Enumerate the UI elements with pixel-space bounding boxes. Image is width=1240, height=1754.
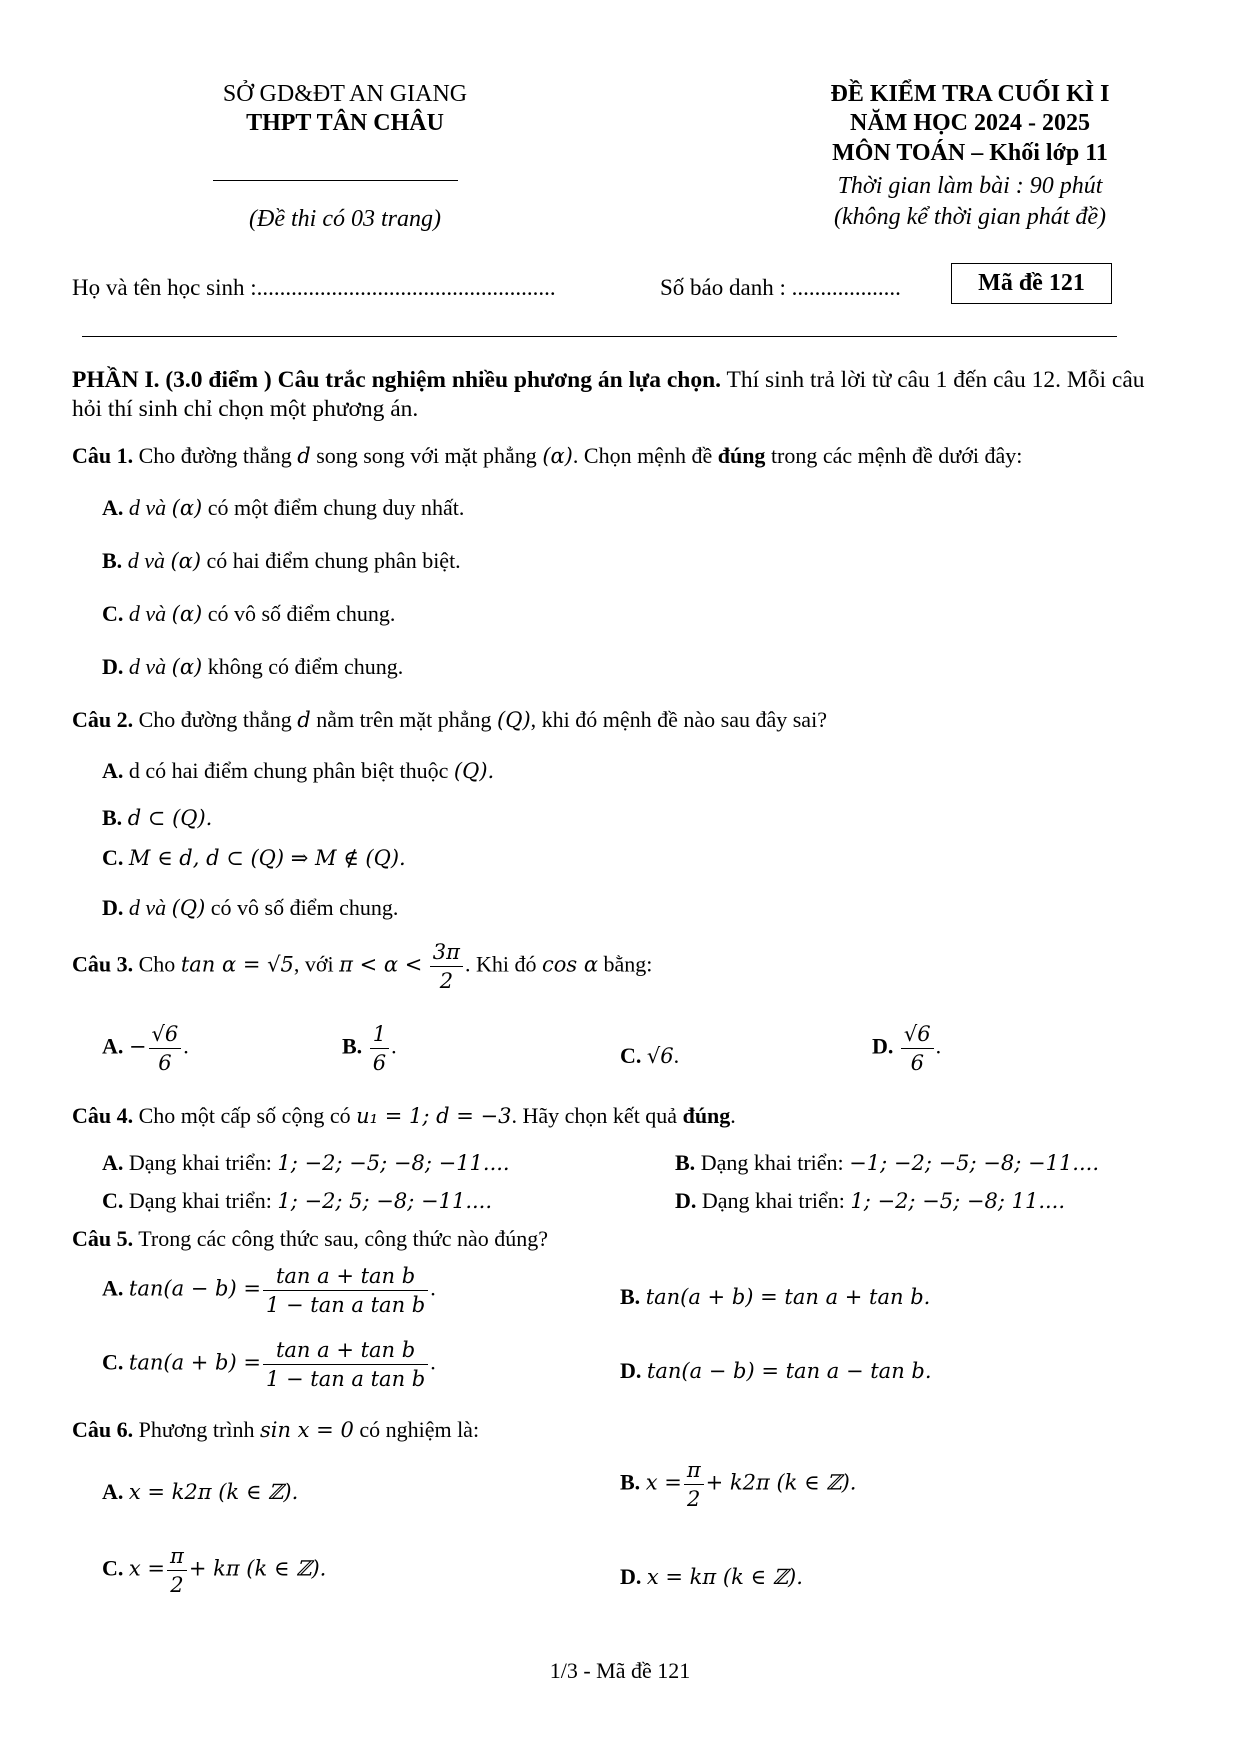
- option-plane: (α): [171, 655, 203, 679]
- option-text: Dạng khai triển:: [128, 1150, 272, 1175]
- option-key: D.: [675, 1188, 697, 1213]
- numerator: tan a + tan b: [263, 1336, 428, 1365]
- q5-text: Trong các công thức sau, công thức nào đúng?: [138, 1226, 549, 1251]
- q2-text-b: nằm trên mặt phẳng: [316, 707, 492, 732]
- q4-option-c: [102, 1186, 492, 1216]
- option-plane: (Q): [171, 896, 206, 920]
- option-math: 1; −2; −5; −8; 11....: [850, 1189, 1066, 1213]
- fraction: [167, 1542, 187, 1599]
- option-math: tan(a − b) = tan a − tan b.: [646, 1359, 932, 1383]
- q3-option-b: B. $\frac{1}{6}$ .: [342, 1022, 397, 1075]
- option-plane: (α): [171, 602, 203, 626]
- question-label: Câu 3.: [72, 951, 134, 977]
- denominator: 1 − tan a tan b: [265, 1367, 426, 1391]
- option-pre: d và: [127, 548, 165, 573]
- question-5: [72, 1224, 548, 1253]
- page-footer: 1/3 - Mã đề 121: [549, 1658, 691, 1683]
- option-math: tan(a + b) = tan a + tan b.: [645, 1285, 931, 1309]
- option-plane: (α): [171, 496, 203, 520]
- numerator: 1: [370, 1020, 389, 1049]
- header-divider-full: [82, 336, 1117, 337]
- q3-option-c: C. √6.: [620, 1043, 680, 1068]
- option-key: C.: [102, 1188, 124, 1213]
- option-key: C.: [102, 601, 124, 626]
- fraction: [901, 1020, 934, 1077]
- option-key: A.: [102, 1150, 124, 1175]
- fraction: [684, 1456, 704, 1513]
- option-key: B.: [102, 805, 123, 830]
- option-post: + k2π (k ∈ ℤ).: [705, 1470, 857, 1495]
- q5-option-d: [620, 1356, 932, 1386]
- option-math: 1; −2; −5; −8; −11....: [277, 1151, 510, 1175]
- q1-text-c: . Chọn mệnh đề: [572, 443, 713, 468]
- option-key: B.: [342, 1033, 363, 1059]
- option-text: Dạng khai triển:: [700, 1150, 844, 1175]
- fraction: [263, 1262, 428, 1319]
- subject-line: MÔN TOÁN – Khối lớp 11: [832, 140, 1108, 166]
- q1-line-d: d: [297, 444, 311, 468]
- option-math: M ∈ d, d ⊂ (Q) ⇒ M ∉ (Q).: [128, 846, 406, 870]
- q6-option-b: [620, 1456, 856, 1513]
- question-1: [72, 441, 1022, 471]
- option-math: √6: [646, 1044, 674, 1068]
- option-key: A.: [102, 1479, 124, 1504]
- numerator: π: [684, 1456, 704, 1485]
- duration-note: (không kể thời gian phát đề): [833, 204, 1107, 230]
- fraction: [149, 1020, 182, 1077]
- question-3: [72, 938, 652, 995]
- option-key: C.: [102, 1555, 124, 1581]
- option-key: A.: [102, 495, 124, 520]
- exam-title: ĐỀ KIỂM TRA CUỐI KÌ I: [830, 81, 1110, 107]
- numerator: √6: [901, 1020, 934, 1049]
- question-2: [72, 705, 827, 735]
- denominator: 6: [910, 1051, 924, 1075]
- denominator: 6: [372, 1051, 387, 1075]
- q5-option-c: C. tan(a + b) = $\frac{\text{tan a + tan b}}{\text{1 − tan a tan b}}$ .: [102, 1338, 436, 1391]
- q3-math-c: cos α: [541, 952, 599, 977]
- q1-plane: (α): [542, 444, 573, 468]
- q4-option-b: [675, 1148, 1099, 1178]
- option-key: C.: [102, 1349, 124, 1375]
- q3-text-b: , với: [293, 951, 334, 977]
- q1-option-d: [102, 652, 403, 682]
- q2-option-c: [102, 843, 406, 873]
- denominator: 2: [439, 969, 454, 993]
- q3-text-a: Cho: [138, 951, 176, 977]
- option-text: có một điểm chung duy nhất.: [207, 495, 465, 520]
- option-key: B.: [620, 1284, 641, 1309]
- question-label: Câu 1.: [72, 443, 134, 468]
- option-text: có vô số điểm chung.: [207, 601, 396, 626]
- q2-text-a: Cho đường thẳng: [138, 707, 292, 732]
- option-pre: x =: [645, 1470, 682, 1495]
- q1-text-d: trong các mệnh đề dưới đây:: [770, 443, 1023, 468]
- q2-plane: (Q): [497, 708, 531, 732]
- q2-option-a: [102, 756, 494, 786]
- option-text: có hai điểm chung phân biệt.: [206, 548, 461, 573]
- option-math: d ⊂ (Q).: [127, 806, 213, 830]
- denominator: 1 − tan a tan b: [265, 1293, 426, 1317]
- q3-text-d: bằng:: [603, 951, 653, 977]
- school-year: NĂM HỌC 2024 - 2025: [850, 110, 1090, 136]
- q6-option-c: [102, 1542, 326, 1599]
- q1-option-b: [102, 546, 461, 576]
- q2-option-d: [102, 893, 398, 923]
- q1-text-a: Cho đường thẳng: [138, 443, 292, 468]
- denominator: 2: [170, 1573, 184, 1597]
- option-pre: d và: [128, 654, 167, 679]
- part1-title: PHẦN I. (3.0 điểm ) Câu trắc nghiệm nhiều phương án lựa chọn.: [72, 367, 722, 393]
- option-math: x = k2π (k ∈ ℤ).: [128, 1480, 299, 1504]
- q6-option-d: [620, 1562, 803, 1592]
- option-key: B.: [620, 1469, 641, 1495]
- part1-instruction: Thí sinh trả lời từ câu 1 đến câu 12. Mỗi câu hỏi thí sinh chỉ chọn một phương án.: [72, 367, 1145, 422]
- numerator: √6: [149, 1020, 182, 1049]
- option-pre: d và: [128, 495, 167, 520]
- option-text: Dạng khai triển:: [128, 1188, 272, 1213]
- option-key: B.: [675, 1150, 696, 1175]
- numerator: 3π: [430, 938, 463, 967]
- option-pre: x =: [128, 1556, 166, 1581]
- q6-math: sin x = 0: [259, 1418, 354, 1442]
- option-math: −1; −2; −5; −8; −11....: [849, 1151, 1100, 1175]
- q4-math-a: u₁ = 1; d = −3: [356, 1104, 512, 1128]
- option-math: 1; −2; 5; −8; −11....: [277, 1189, 493, 1213]
- question-label: Câu 6.: [72, 1417, 134, 1442]
- option-plane: (α): [170, 549, 202, 573]
- option-key: D.: [872, 1033, 894, 1059]
- q3-math-a: tan α = √5: [180, 952, 294, 977]
- question-4: Câu 4. Cho một cấp số cộng có u₁ = 1; d = −3. Hãy chọn kết quả đúng.: [72, 1103, 736, 1128]
- q3-text-c: . Khi đó: [464, 951, 537, 977]
- question-label: Câu 2.: [72, 707, 134, 732]
- q4-bold-word: đúng: [682, 1103, 731, 1128]
- option-key: C.: [102, 845, 124, 870]
- option-plane: (Q).: [453, 759, 495, 783]
- student-id-field: Số báo danh : ...................: [660, 275, 901, 300]
- q1-option-c: [102, 599, 395, 629]
- option-pre: d và: [128, 895, 167, 920]
- question-label: Câu 5.: [72, 1226, 134, 1251]
- option-key: D.: [102, 654, 124, 679]
- option-key: C.: [620, 1043, 642, 1068]
- option-lhs: tan(a − b) =: [128, 1276, 261, 1301]
- q4-option-d: [675, 1186, 1065, 1216]
- option-text: không có điểm chung.: [207, 654, 404, 679]
- question-label: Câu 4.: [72, 1103, 134, 1128]
- q2-text-c: , khi đó mệnh đề nào sau đây sai?: [530, 707, 827, 732]
- q3-math-b: π < α <: [339, 952, 423, 977]
- header-divider-left: [213, 180, 458, 181]
- q4-text-a: Cho một cấp số cộng có: [138, 1103, 351, 1128]
- q6-option-a: [102, 1477, 298, 1507]
- option-key: A.: [102, 1033, 124, 1059]
- q4-text-b: . Hãy chọn kết quả: [511, 1103, 678, 1128]
- department-name: SỞ GD&ĐT AN GIANG: [222, 81, 468, 107]
- option-text: d có hai điểm chung phân biệt thuộc: [128, 758, 449, 783]
- q3-option-a: A. − $\frac{√6}{6}$ .: [102, 1022, 189, 1075]
- option-math: x = kπ (k ∈ ℤ).: [646, 1565, 803, 1589]
- pages-note: (Đề thi có 03 trang): [249, 206, 441, 232]
- part1-heading: [72, 366, 1152, 424]
- option-key: B.: [102, 548, 123, 573]
- q6-text-b: có nghiệm là:: [359, 1417, 480, 1442]
- exam-code-box: Mã đề 121: [951, 263, 1112, 304]
- q1-option-a: [102, 493, 464, 523]
- option-key: A.: [102, 1275, 124, 1301]
- fraction: [263, 1336, 428, 1393]
- exam-duration: Thời gian làm bài : 90 phút: [837, 173, 1103, 199]
- option-key: D.: [102, 895, 124, 920]
- q5-option-a: A. tan(a − b) = $\frac{\text{tan a + tan b}}{\text{1 − tan a tan b}}$ .: [102, 1264, 436, 1317]
- q6-text-a: Phương trình: [138, 1417, 255, 1442]
- q1-text-b: song song với mặt phẳng: [316, 443, 537, 468]
- denominator: 6: [158, 1051, 172, 1075]
- option-key: D.: [620, 1564, 642, 1589]
- numerator: π: [167, 1542, 187, 1571]
- student-name-field: Họ và tên học sinh :....................................................: [72, 275, 556, 300]
- option-lhs: tan(a + b) =: [128, 1350, 261, 1375]
- q4-option-a: [102, 1148, 510, 1178]
- q2-line-d: d: [297, 708, 311, 732]
- q5-option-b: [620, 1282, 930, 1312]
- option-text: Dạng khai triển:: [701, 1188, 845, 1213]
- fraction: [430, 938, 463, 995]
- option-key: A.: [102, 758, 124, 783]
- school-name: THPT TÂN CHÂU: [246, 110, 444, 136]
- option-text: có vô số điểm chung.: [210, 895, 399, 920]
- option-post: + kπ (k ∈ ℤ).: [188, 1556, 327, 1581]
- option-pre: d và: [128, 601, 167, 626]
- fraction: [370, 1020, 389, 1077]
- question-6: [72, 1415, 479, 1445]
- denominator: 2: [687, 1487, 701, 1511]
- q1-bold-word: đúng: [717, 443, 766, 468]
- option-sign: −: [128, 1034, 147, 1059]
- option-key: D.: [620, 1358, 642, 1383]
- q3-option-d: D. $\frac{√6}{6}$ .: [872, 1022, 942, 1075]
- q2-option-b: [102, 803, 212, 833]
- numerator: tan a + tan b: [263, 1262, 428, 1291]
